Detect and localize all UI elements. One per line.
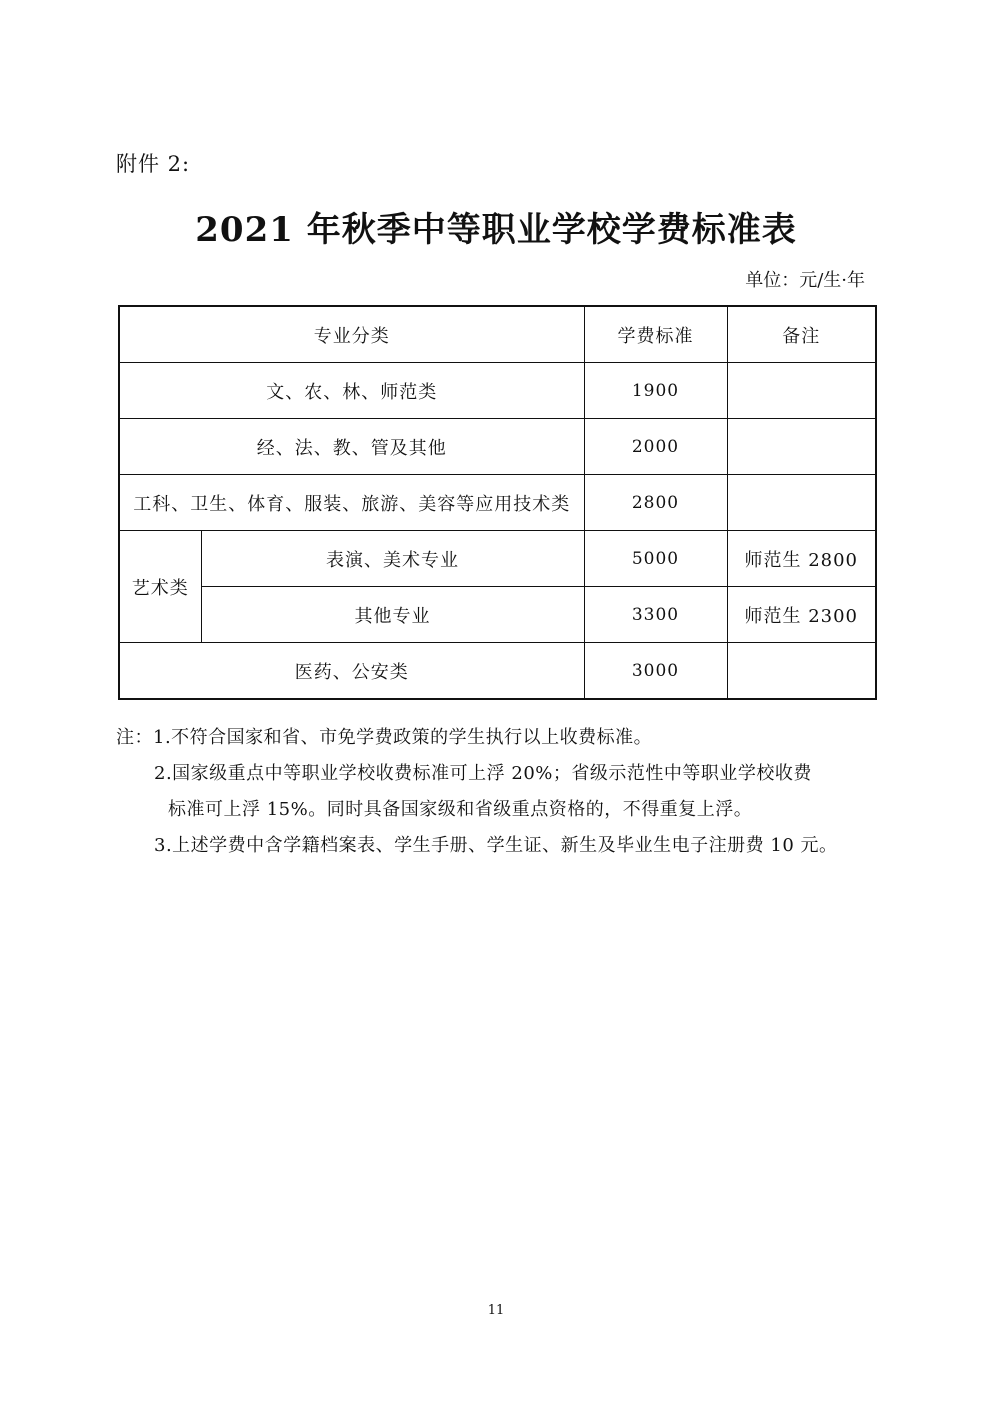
row-fee: 2800 bbox=[584, 475, 727, 531]
row-note bbox=[727, 475, 876, 531]
row-category: 文、农、林、师范类 bbox=[119, 363, 584, 419]
row-fee: 1900 bbox=[584, 363, 727, 419]
table-header-row bbox=[119, 306, 876, 363]
row-category: 经、法、教、管及其他 bbox=[119, 419, 584, 475]
attachment-label: 附件 2: bbox=[116, 152, 191, 176]
column-header-fee: 学费标准 bbox=[584, 306, 727, 363]
table-row bbox=[119, 643, 876, 700]
table-row bbox=[119, 475, 876, 531]
row-category: 工科、卫生、体育、服装、旅游、美容等应用技术类 bbox=[119, 475, 584, 531]
row-category: 其他专业 bbox=[201, 587, 584, 643]
row-category: 医药、公安类 bbox=[119, 643, 584, 700]
note-item-2: 2.国家级重点中等职业学校收费标准可上浮 20%；省级示范性中等职业学校收费 bbox=[154, 763, 812, 784]
row-fee: 3300 bbox=[584, 587, 727, 643]
row-note bbox=[727, 363, 876, 419]
fee-table bbox=[118, 305, 877, 700]
row-fee: 5000 bbox=[584, 531, 727, 587]
row-group-art: 艺术类 bbox=[119, 531, 201, 643]
row-fee: 2000 bbox=[584, 419, 727, 475]
note-item-2-continued: 标准可上浮 15%。同时具备国家级和省级重点资格的，不得重复上浮。 bbox=[168, 799, 753, 820]
notes-section bbox=[116, 720, 838, 864]
row-note: 师范生 2300 bbox=[727, 587, 876, 643]
unit-label: 单位：元/生·年 bbox=[745, 270, 865, 291]
row-category: 表演、美术专业 bbox=[201, 531, 584, 587]
column-header-note: 备注 bbox=[727, 306, 876, 363]
note-item-1: 注：1.不符合国家和省、市免学费政策的学生执行以上收费标准。 bbox=[116, 727, 653, 748]
column-header-category: 专业分类 bbox=[119, 306, 584, 363]
notes-prefix: 注： bbox=[116, 727, 153, 748]
note-item-3: 3.上述学费中含学籍档案表、学生手册、学生证、新生及毕业生电子注册费 10 元。 bbox=[154, 835, 838, 856]
table-row bbox=[119, 531, 876, 587]
row-fee: 3000 bbox=[584, 643, 727, 700]
table-row bbox=[119, 587, 876, 643]
document-title: 2021 年秋季中等职业学校学费标准表 bbox=[195, 210, 797, 250]
table-row bbox=[119, 419, 876, 475]
page-number: 11 bbox=[487, 1303, 505, 1318]
row-note: 师范生 2800 bbox=[727, 531, 876, 587]
table-row bbox=[119, 363, 876, 419]
row-note bbox=[727, 643, 876, 700]
row-note bbox=[727, 419, 876, 475]
